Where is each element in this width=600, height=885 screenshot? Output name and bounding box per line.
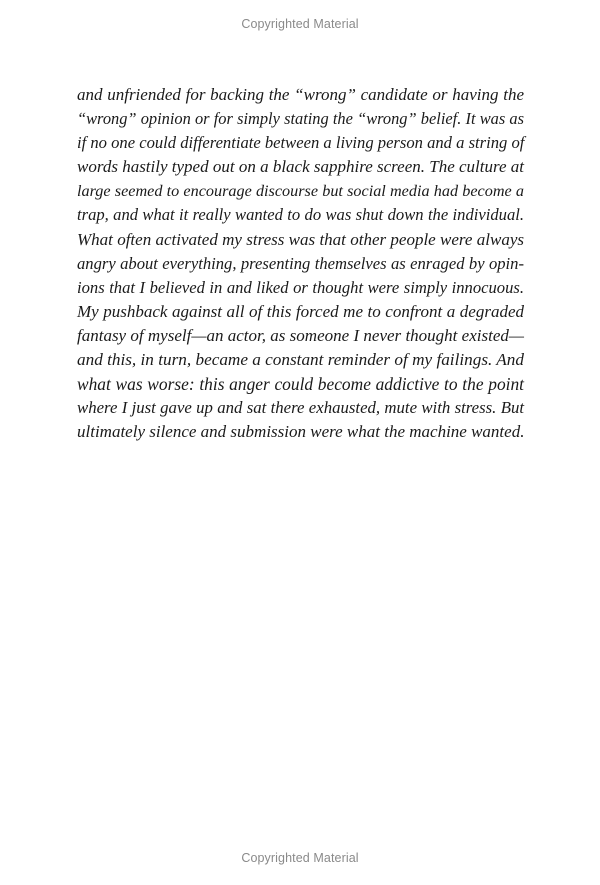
text-line: and unfriended for backing the “wrong” candidate or having the — [77, 85, 524, 104]
text-line: and this, in turn, became a constant reminder of my failings. And — [77, 350, 524, 370]
text-line: What often activated my stress was that other people were always — [77, 229, 524, 249]
text-line: ultimately silence and submission were what the machine wanted. — [77, 422, 525, 442]
copyright-watermark-top: Copyrighted Material — [241, 17, 359, 31]
text-line: “wrong” opinion or for simply stating the “wrong” belief. It was as — [77, 109, 524, 129]
text-line: what was worse: this anger could become addictive to the point — [77, 374, 524, 395]
text-line: My pushback against all of this forced me to confront a degraded — [77, 301, 524, 321]
text-line: where I just gave up and sat there exhausted, mute with stress. But — [77, 398, 524, 418]
text-line: if no one could differentiate between a living person and a string of — [77, 133, 525, 153]
text-line: trap, and what it really wanted to do was shut down the individual. — [77, 205, 524, 225]
text-line: angry about everything, presenting themselves as enraged by opin- — [77, 253, 524, 273]
text-line: ions that I believed in and liked or thought were simply innocuous. — [77, 277, 524, 297]
copyright-watermark-bottom: Copyrighted Material — [241, 851, 359, 865]
body-text — [77, 83, 524, 444]
text-line: large seemed to encourage discourse but social media had become a — [77, 182, 524, 201]
text-line: words hastily typed out on a black sapphire screen. The culture at — [77, 157, 524, 177]
text-line: fantasy of myself—an actor, as someone I never thought existed— — [77, 325, 524, 345]
